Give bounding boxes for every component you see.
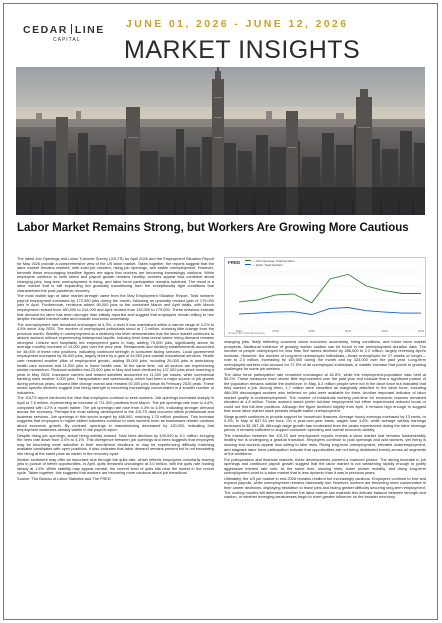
paragraph: Ultimately, the US job market in mid-2026 remains resilient but increasingly cautious. Employers continue to hire and expand payrolls, while unemployment remains historically low. However, workers are becoming more conservative in their career decisions, displaying hesitation to leave jobs and facing greater difficulty securing long-term employment. The coming months will determine whether the labor market can maintain this delicate balance between strength and caution, or whether emerging weaknesses begin to exert greater influence on the broader economy. bbox=[224, 475, 426, 500]
fred-logo: FRED bbox=[228, 260, 241, 265]
series-line-2 bbox=[239, 308, 421, 315]
page-title: MARKET INSIGHTS bbox=[124, 36, 361, 64]
legend-item-openings: — Job Openings: Total Nonfarm bbox=[245, 260, 295, 264]
article-column-right bbox=[224, 340, 426, 501]
x-tick-label: 2024 bbox=[381, 329, 388, 333]
paragraph: For policymakers and financial markets, these developments present a nuanced picture. The strong increase in job openings and continued payroll growth suggest that the labor market is not weakening rapidly enough to justify aggressive interest rate cuts. At the same time, slowing hires, lower worker mobility, and rising long-term unemployment point to a labor market that is less dynamic than it was in previous years. bbox=[224, 456, 426, 476]
series-line-1 bbox=[239, 274, 421, 303]
x-tick-label: 2020 bbox=[308, 329, 315, 333]
logo-right-text: LINE bbox=[74, 24, 105, 36]
chart-plot bbox=[225, 258, 427, 338]
paragraph: Worker sentiment may offer an important clue through the quits rate, which reflects employees voluntarily leaving jobs in pursuit of better opportunities. In April, quits remained unchanged at 3.0 million, with the quits rate holding steady at 1.9%. While stability may appear neutral, the current level of quits sits near the lowest in the recent cycle. Taken together, this suggests that workers are becoming more cautious about job transitions. bbox=[17, 456, 214, 476]
paragraph: changing jobs, likely reflecting concerns about economic uncertainty, hiring conditions, and future labor market prospects. Additional evidence of growing worker caution can be found in the unemployment duration data. The number of people unemployed for less than five weeks declined by 286,000 to 2.2 million, largely reversing April's increase. However, the number of long-term unemployed individuals—those unemployed for 27 weeks or longer—rose to 2.0 million, increasing by 155,000 during the month and by 324,000 over the past year. Long-term unemployed workers now account for 27.5% of all unemployed individuals, a notable increase that points to growing challenges for some job seekers. bbox=[224, 339, 426, 372]
paragraph: The JOLTS report reinforces the view that employers continue to seek workers. Job openings increased sharply in April to 7.6 million, representing an increase of 711,000 positions from March. The job openings rate rose to 4.6%, compared with 4.2% a month earlier. The job openings rate rose from 4.3% to 4.6%, indicating stronger demand across the economy. Perhaps the most striking development in the JOLTS data occurred within professional and business services. Job openings in this sector surged by 468,000, reaching 1.75 million positions. This increase suggests that employers in higher-skilled industries continue to seek workers even as businesses remain cautious about economic growth. By contrast, openings in manufacturing decreased by 130,000, indicating that employment weakness already visible in the payroll report. bbox=[17, 395, 214, 433]
x-tick-label: 2016 bbox=[235, 329, 243, 333]
chart-source: Sources: BLS; fred.stlouisfed.org bbox=[228, 332, 265, 335]
logo-left-text: CEDAR bbox=[23, 24, 68, 36]
newsletter-page bbox=[3, 3, 438, 620]
date-range: JUNE 01, 2026 - JUNE 12, 2026 bbox=[126, 18, 349, 30]
paragraph: The unemployment rate remained unchanged at 4.3%, a level it has maintained within a narrow range of 4.2% to 4.5% since July 2025. The number of unemployed individuals stood at 7.3 million, showing little change from the previous month. Stability in unemployment at a relatively low level demonstrates that the labor market continues to absorb workers without experiencing widespread layoffs. Industry-level data reveal where hiring demand remains strongest. Leisure and hospitality led employment gains in May, adding 70,000 jobs, significantly above its average monthly increase of 14,000 jobs over the prior year. Restaurants and drinking establishments accounted for 48,000 of these new positions, indicating continued strength in consumer-facing services. Local government employment increased by 55,000 jobs, largely driven by a gain of 44,000 jobs outside educational services. Health care remained another pillar of employment growth, adding 35,000 jobs, including 26,000 jobs in ambulatory health care services and 11,000 jobs in home health care. At the same time, not all sectors are experiencing similar momentum. Financial activities lost 23,000 jobs in May and have declined by 137,000 jobs since reaching a peak in May 2025. Insurance carriers and related activities accounted for 11,000 job losses, while commercial banking shed another 3,000 jobs. Transportation and warehousing, which had been a major source of job growth during previous years, showed little change overall and remains 92,000 jobs below its February 2025 peak. These sector-specific declines suggest that hiring strength is becoming increasingly concentrated in a smaller number of industries. bbox=[17, 321, 215, 395]
city-skyline-image bbox=[16, 67, 425, 215]
masthead bbox=[4, 4, 437, 64]
paragraph: The latest Job Openings and Labor Turnover Survey (JOLTS) for April 2026 and the Employment Situation Report for May 2026 provide a comprehensive view of the US labor market. Taken together, the reports suggest that the labor market remains resilient, with solid job creation, rising job openings, and stable unemployment. However, beneath these encouraging headline figures are signs that workers are becoming increasingly cautious. While employers continue to seek talent and payroll growth remains healthy, workers appear less confident about changing jobs, long-term unemployment is rising, and labor force participation remains subdued. The result is a labor market that is still expanding but gradually transitioning from the exceptionally tight conditions that characterized the post-pandemic recovery. bbox=[17, 256, 214, 293]
jolts-line-chart bbox=[224, 257, 426, 337]
source-note: Source: The Bureau of Labor Statistics and The FRED bbox=[17, 475, 111, 481]
company-logo bbox=[23, 24, 105, 43]
paragraph: Wage growth continues to provide support for household finances. Average hourly earnings increased by 13 cents, or 0.3%, in May to $37.53 per hour. On a year-over-year basis, wages rose 3.6%, while average weekly earnings increased to $1,287.28. Although wage growth has moderated from the peaks experienced during the labor shortage period, it remains sufficient to support consumer spending and overall economic activity. bbox=[224, 413, 426, 433]
x-tick-label: 2018 bbox=[272, 329, 279, 333]
logo-divider bbox=[71, 24, 72, 34]
x-tick-label: 2026 bbox=[417, 329, 425, 333]
paragraph: Despite rising job openings, actual hiring activity slowed. Total hires declined by 449,000 to 5.1 million, bringing the hires rate down from 3.4% to 3.1%. This divergence between job openings and hires suggests that employers may be becoming more selective in their recruitment decisions or may be experiencing difficulty matching available candidates with open positions. It also indicates that labor demand remains present but is not translating into hiring at the same pace as earlier in the recovery cycle. bbox=[17, 432, 214, 456]
legend-item-quits: — Quits: Total Nonfarm bbox=[245, 264, 295, 268]
article-headline: Labor Market Remains Strong, but Workers Are Growing More Cautious bbox=[17, 222, 409, 234]
article-column-left bbox=[17, 257, 214, 482]
paragraph: The interaction between the JOLTS and employment reports reveals a labor market that remains fundamentally healthy but is undergoing a gradual transition. Employers continue to post openings and add workers, yet hiring is slowing and workers appear less willing to take risks. Rising long-term unemployment, elevated underemployment, and stagnant labor force participation indicate that opportunities are not being distributed evenly across all segments of the workforce. bbox=[224, 432, 426, 457]
paragraph: The labor force participation rate remained unchanged at 61.8%, while the employment-population ratio held at 59.2%. These measures have shown little improvement over the past year and indicate that a significant portion of the population remains outside the workforce. In May, 6.2 million people were not in the labor force but indicated that they wanted a job. Among them, 1.7 million were classified as marginally attached to the labor force, including 486,000 discouraged workers who believed no jobs were available for them. Another important indicator of labor market quality is underemployment. The number of individuals working part-time for economic reasons remained elevated at 4.8 million. These workers would prefer full-time employment but either experienced reduced hours or could not find full-time positions. Although the figure declined slightly from April, it remains high enough to suggest that some labor market slack persists despite stable unemployment. bbox=[224, 371, 426, 414]
logo-subtitle: CAPITAL bbox=[53, 37, 81, 43]
x-tick-label: 2022 bbox=[345, 329, 352, 333]
paragraph: The most visible sign of labor market strength came from the May Employment Situation Report. Total nonfarm payroll employment increased by 172,000 jobs during the month, following an upwardly revised gain of 179,000 jobs in April. Furthermore, revisions added 90,000 jobs to the combined March and April totals, with March employment revised from 180,000 to 214,000 and April revised from 115,000 to 179,000. These revisions indicate that demand for labor has been stronger than initially reported and suggest that employers remain willing to hire despite elevated interest rates and broader economic uncertainty. bbox=[17, 293, 214, 322]
